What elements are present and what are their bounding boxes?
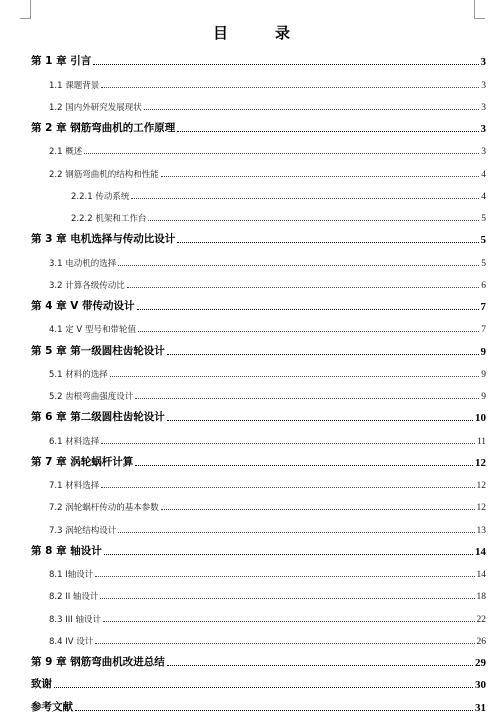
toc-entry-label: 第 7 章 涡轮蜗杆计算 xyxy=(31,455,134,468)
toc-page-number: 22 xyxy=(476,614,486,625)
toc-section-entry[interactable] xyxy=(31,513,486,535)
dot-leader xyxy=(177,131,478,132)
dot-leader xyxy=(118,265,479,266)
dot-leader xyxy=(101,443,475,444)
toc-section-entry[interactable] xyxy=(31,380,486,402)
toc-page-number: 26 xyxy=(476,636,486,647)
toc-chapter-entry[interactable] xyxy=(31,224,486,246)
toc-entry-label: 第 1 章 引言 xyxy=(31,55,92,68)
toc-chapter-entry[interactable] xyxy=(31,291,486,313)
toc-entry-label: 参考文献 xyxy=(31,700,73,713)
toc-entry-label: 7.2 涡轮蜗杆传动的基本参数 xyxy=(49,503,159,514)
dot-leader xyxy=(177,242,478,243)
toc-page-number: 10 xyxy=(475,412,486,425)
dot-leader xyxy=(103,621,475,622)
toc-page-number: 12 xyxy=(475,456,486,469)
toc-page-number: 7 xyxy=(480,301,486,313)
dot-leader xyxy=(127,287,480,288)
toc-entry-label: 3.1 电动机的选择 xyxy=(49,258,117,269)
dot-leader xyxy=(75,710,473,711)
dot-leader xyxy=(131,198,479,199)
toc-section-entry[interactable] xyxy=(31,424,486,446)
dot-leader xyxy=(118,532,474,533)
dot-leader xyxy=(148,220,479,221)
toc-chapter-entry[interactable] xyxy=(31,691,486,713)
toc-page-number: 5 xyxy=(481,258,486,269)
toc-entry-label: 2.2 钢筋弯曲机的结构和性能 xyxy=(49,169,159,180)
toc-page-number: 3 xyxy=(480,123,486,135)
toc-entry-label: 第 4 章 V 带传动设计 xyxy=(31,300,135,312)
toc-chapter-entry[interactable] xyxy=(31,402,486,424)
toc-section-entry[interactable] xyxy=(31,68,486,90)
toc-entry-label: 6.1 材料选择 xyxy=(49,436,100,447)
toc-section-entry[interactable] xyxy=(31,157,486,179)
toc-page-number: 12 xyxy=(476,481,486,491)
toc-page-number: 3 xyxy=(481,102,486,113)
toc-entry-label: 8.3 III 轴设计 xyxy=(49,614,101,625)
toc-entry-label: 第 8 章 轴设计 xyxy=(31,544,102,557)
toc-page-number: 3 xyxy=(481,147,486,158)
toc-entry-label: 5.1 材料的选择 xyxy=(49,369,108,380)
toc-chapter-entry[interactable] xyxy=(31,447,486,469)
toc-chapter-entry[interactable] xyxy=(31,335,486,357)
toc-subsection-entry[interactable] xyxy=(31,180,486,202)
dot-leader xyxy=(84,153,479,154)
toc-page-number: 31 xyxy=(475,701,486,714)
toc-entry-label: 2.2.1 传动系统 xyxy=(71,191,130,202)
table-of-contents xyxy=(31,46,486,714)
toc-section-entry[interactable] xyxy=(31,558,486,580)
toc-page-number: 14 xyxy=(475,545,486,558)
toc-entry-label: 2.1 概述 xyxy=(49,147,83,158)
toc-page-number: 12 xyxy=(476,503,486,514)
toc-section-entry[interactable] xyxy=(31,469,486,491)
toc-page-number: 5 xyxy=(480,234,486,247)
dot-leader xyxy=(167,354,479,355)
toc-page-number: 9 xyxy=(481,369,486,380)
toc-entry-label: 1.2 国内外研究发展现状 xyxy=(49,102,142,113)
toc-section-entry[interactable] xyxy=(31,269,486,291)
toc-section-entry[interactable] xyxy=(31,625,486,647)
toc-section-entry[interactable] xyxy=(31,313,486,335)
toc-title: 目 录 xyxy=(212,24,306,42)
toc-page-number: 5 xyxy=(481,214,486,224)
toc-page-number: 30 xyxy=(475,679,486,692)
dot-leader xyxy=(95,643,474,644)
dot-leader xyxy=(100,598,474,599)
toc-section-entry[interactable] xyxy=(31,246,486,268)
toc-section-entry[interactable] xyxy=(31,91,486,113)
dot-leader xyxy=(110,376,480,377)
dot-leader xyxy=(93,64,478,65)
toc-page-number: 3 xyxy=(481,80,486,91)
toc-entry-label: 8.1 Ⅰ轴设计 xyxy=(49,570,94,580)
dot-leader xyxy=(138,331,479,332)
toc-chapter-entry[interactable] xyxy=(31,669,486,691)
dot-leader xyxy=(101,487,474,488)
toc-page-number: 7 xyxy=(481,325,486,336)
toc-entry-label: 第 5 章 第一级圆柱齿轮设计 xyxy=(31,344,165,357)
toc-entry-label: 致谢 xyxy=(31,678,52,691)
toc-page-number: 4 xyxy=(481,191,486,202)
toc-chapter-entry[interactable] xyxy=(31,46,486,68)
dot-leader xyxy=(161,176,480,177)
toc-entry-label: 1.1 课题背景 xyxy=(49,80,100,91)
toc-entry-label: 8.2 II 轴设计 xyxy=(49,592,99,603)
toc-page-number: 14 xyxy=(476,570,486,580)
toc-chapter-entry[interactable] xyxy=(31,647,486,669)
toc-page-number: 6 xyxy=(481,280,486,291)
toc-page-number: 9 xyxy=(480,345,486,358)
dot-leader xyxy=(54,687,473,688)
dot-leader xyxy=(101,87,479,88)
dot-leader xyxy=(167,420,473,421)
toc-page-number: 9 xyxy=(481,392,486,402)
toc-section-entry[interactable] xyxy=(31,580,486,602)
dot-leader xyxy=(104,554,473,555)
dot-leader xyxy=(135,465,473,466)
toc-entry-label: 第 3 章 电机选择与传动比设计 xyxy=(31,233,176,246)
toc-page-number: 18 xyxy=(476,592,486,603)
dot-leader xyxy=(161,509,475,510)
dot-leader xyxy=(135,398,479,399)
crop-mark-left xyxy=(20,0,31,19)
toc-page-number: 13 xyxy=(476,525,486,536)
crop-mark-right xyxy=(474,0,485,19)
toc-section-entry[interactable] xyxy=(31,135,486,157)
toc-entry-label: 第 9 章 钢筋弯曲机改进总结 xyxy=(31,656,165,668)
toc-page-number: 3 xyxy=(480,56,486,69)
toc-section-entry[interactable] xyxy=(31,602,486,624)
toc-entry-label: 8.4 IV 设计 xyxy=(49,636,94,647)
dot-leader xyxy=(167,665,473,666)
toc-page-number: 29 xyxy=(475,657,486,669)
toc-subsection-entry[interactable] xyxy=(31,202,486,224)
toc-chapter-entry[interactable] xyxy=(31,113,486,135)
toc-section-entry[interactable] xyxy=(31,358,486,380)
toc-entry-label: 7.3 涡轮结构设计 xyxy=(49,525,117,536)
toc-chapter-entry[interactable] xyxy=(31,536,486,558)
toc-entry-label: 第 2 章 钢筋弯曲机的工作原理 xyxy=(31,122,176,134)
toc-section-entry[interactable] xyxy=(31,491,486,513)
toc-entry-label: 7.1 材料选择 xyxy=(49,481,100,491)
dot-leader xyxy=(137,309,479,310)
toc-entry-label: 4.1 定 V 型号和带轮值 xyxy=(49,325,136,336)
toc-page-number: 11 xyxy=(476,436,486,447)
toc-entry-label: 第 6 章 第二级圆柱齿轮设计 xyxy=(31,411,165,424)
toc-entry-label: 2.2.2 机架和工作台 xyxy=(71,214,147,224)
dot-leader xyxy=(95,576,474,577)
toc-page-number: 4 xyxy=(481,169,486,180)
dot-leader xyxy=(144,109,480,110)
toc-entry-label: 5.2 齿根弯曲强度设计 xyxy=(49,392,134,402)
toc-entry-label: 3.2 计算各级传动比 xyxy=(49,280,125,291)
